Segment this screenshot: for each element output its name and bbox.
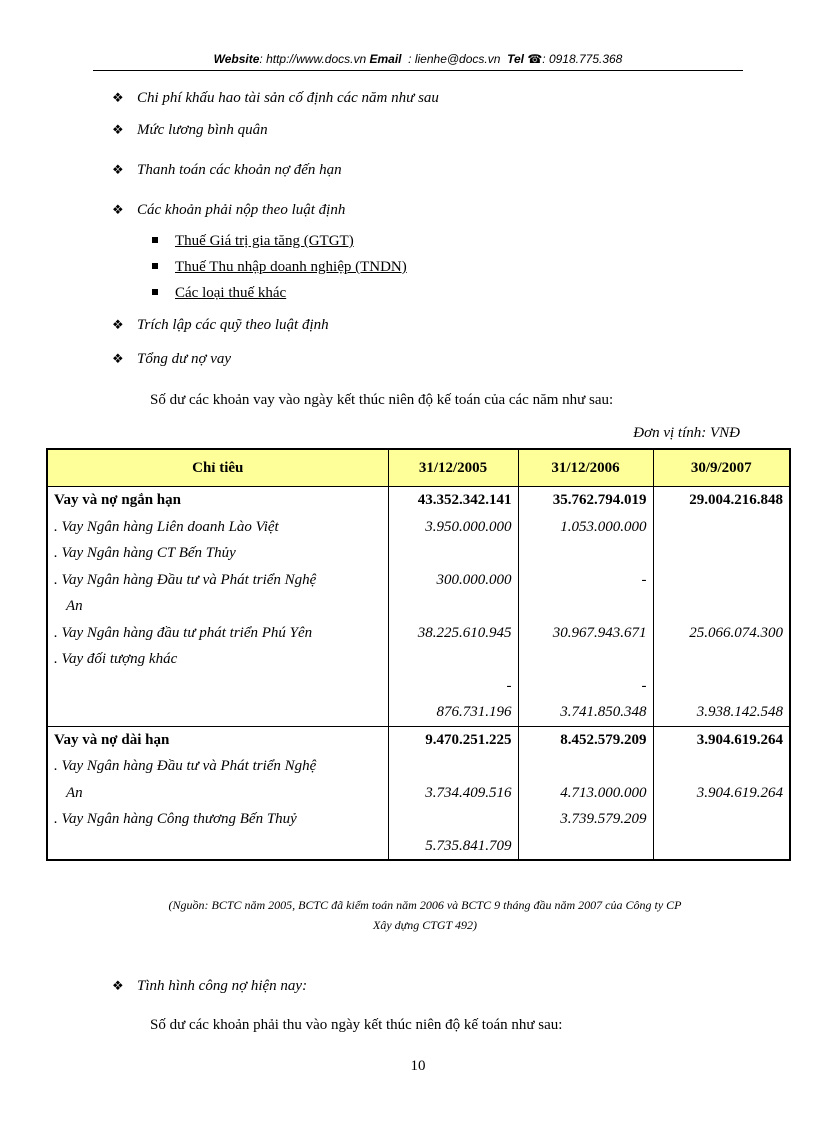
blank-line <box>660 833 784 860</box>
diamond-bullet-icon: ❖ <box>112 202 124 217</box>
short-term-labels <box>48 487 388 727</box>
page-number: 10 <box>410 1058 426 1074</box>
loan-label-bidv-nghe-an-cont: An <box>66 598 83 614</box>
diamond-bullet-icon: ❖ <box>112 162 124 177</box>
value-cell: 3.734.409.516 <box>425 784 512 801</box>
col-header-item: Chỉ tiêu <box>48 450 388 487</box>
value-cell: 29.004.216.848 <box>689 492 783 508</box>
tax-item-label: Thuế Giá trị gia tăng (GTGT) <box>175 233 354 249</box>
value-cell: 3.904.619.264 <box>696 731 783 748</box>
loan-label-vietinbank-ben-thuy: . Vay Ngân hàng Công thương Bến Thuỷ <box>54 811 297 827</box>
square-bullet-icon <box>152 263 158 269</box>
header-divider <box>93 70 743 71</box>
col-header-2005: 31/12/2005 <box>388 450 518 487</box>
blank-line <box>525 833 647 860</box>
long-term-2006 <box>518 726 653 859</box>
value-cell: 876.731.196 <box>436 704 512 720</box>
diamond-bullet-icon: ❖ <box>112 978 124 993</box>
value-cell: 30.967.943.671 <box>552 624 647 641</box>
blank-line <box>525 593 647 620</box>
short-term-loan-group <box>48 487 789 727</box>
section-text: Chi phí khấu hao tài sản cố định các năm như sau <box>137 90 439 106</box>
diamond-bullet-icon: ❖ <box>112 122 124 137</box>
long-term-labels <box>48 726 388 859</box>
blank-line <box>660 806 784 833</box>
currency-unit: Đơn vị tính: VNĐ <box>633 425 740 441</box>
tax-item-cit <box>152 258 407 276</box>
blank-line <box>660 514 784 541</box>
blank-line <box>660 567 784 594</box>
loan-label-bidv-phu-yen: . Vay Ngân hàng đầu tư phát triển Phú Yên <box>54 624 313 641</box>
blank-line <box>395 646 512 673</box>
blank-line <box>660 673 784 700</box>
blank-line <box>395 806 512 833</box>
value-cell: 43.352.342.141 <box>417 492 512 508</box>
loan-table <box>46 448 791 861</box>
blank-line <box>660 540 784 567</box>
section-text: Tổng dư nợ vay <box>137 351 232 367</box>
website-label: Website <box>213 52 260 66</box>
blank-line <box>54 673 382 700</box>
long-term-2007 <box>653 726 789 859</box>
value-cell: 8.452.579.209 <box>560 731 647 748</box>
page-header <box>93 50 743 68</box>
value-cell: 3.950.000.000 <box>425 518 512 535</box>
short-term-total-label: Vay và nợ ngắn hạn <box>54 492 181 508</box>
value-cell: 1.053.000.000 <box>560 518 647 535</box>
loan-label-other: . Vay đối tượng khác <box>54 651 178 667</box>
source-line-1: (Nguồn: BCTC năm 2005, BCTC đã kiểm toán năm 2006 và BCTC 9 tháng đầu năm 2007 của Công ty CP <box>168 898 682 912</box>
blank-line <box>660 593 784 620</box>
tax-item-label: Thuế Thu nhập doanh nghiệp (TNDN) <box>175 259 407 275</box>
value-cell: 3.904.619.264 <box>696 784 783 801</box>
value-cell: - <box>506 677 512 694</box>
value-cell: 3.739.579.209 <box>560 811 647 827</box>
loan-label-ct-ben-thuy: . Vay Ngân hàng CT Bến Thủy <box>54 545 236 561</box>
loan-label-bidv-nghe-an-long-cont: An <box>66 784 83 801</box>
source-line-2: Xây dựng CTGT 492) <box>373 918 477 932</box>
section-salary <box>112 120 268 140</box>
diamond-bullet-icon: ❖ <box>112 351 124 366</box>
phone-icon: ☎ <box>527 52 543 66</box>
blank-line <box>660 646 784 673</box>
section-statutory-payables <box>112 200 345 220</box>
value-cell: 300.000.000 <box>436 571 512 588</box>
short-term-2005 <box>388 487 518 727</box>
blank-line <box>395 593 512 620</box>
section-funds <box>112 315 329 335</box>
section-current-debts <box>112 976 307 996</box>
section-text: Trích lập các quỹ theo luật định <box>137 317 329 333</box>
blank-line <box>395 540 512 567</box>
source-note <box>60 895 790 935</box>
col-header-2007: 30/9/2007 <box>653 450 789 487</box>
blank-line <box>395 753 512 780</box>
website-value: : http://www.docs.vn <box>259 52 367 66</box>
blank-line <box>660 753 784 780</box>
value-cell: 3.938.142.548 <box>696 704 783 720</box>
section-depreciation <box>112 88 439 108</box>
section-debt-payment <box>112 160 342 180</box>
table-header-row <box>48 450 789 487</box>
section-total-loans <box>112 349 231 369</box>
value-cell: 9.470.251.225 <box>425 731 512 748</box>
loan-intro-text: Số dư các khoản vay vào ngày kết thúc niên độ kế toán của các năm như sau: <box>150 392 614 408</box>
value-cell: 3.741.850.348 <box>560 704 647 720</box>
col-header-2006: 31/12/2006 <box>518 450 653 487</box>
blank-line <box>525 540 647 567</box>
long-term-loan-group <box>48 726 789 859</box>
value-cell: 25.066.074.300 <box>689 624 783 641</box>
short-term-2006 <box>518 487 653 727</box>
section-text: Các khoản phải nộp theo luật định <box>137 202 346 218</box>
diamond-bullet-icon: ❖ <box>112 317 124 332</box>
long-term-2005 <box>388 726 518 859</box>
value-cell: 35.762.794.019 <box>552 492 647 508</box>
blank-line <box>54 699 382 726</box>
tax-item-vat <box>152 232 354 250</box>
value-cell: - <box>641 571 647 588</box>
tel-value: : 0918.775.368 <box>542 52 623 66</box>
tel-label: Tel <box>507 52 524 66</box>
short-term-2007 <box>653 487 789 727</box>
diamond-bullet-icon: ❖ <box>112 90 124 105</box>
loan-label-bidv-nghe-an-long: . Vay Ngân hàng Đầu tư và Phát triển Nghệ <box>54 758 317 774</box>
section-text: Tình hình công nợ hiện nay: <box>137 978 308 994</box>
value-cell: 38.225.610.945 <box>417 624 512 641</box>
email-label: Email <box>369 52 402 66</box>
loan-label-bidv-nghe-an: . Vay Ngân hàng Đầu tư và Phát triển Nghệ <box>54 571 317 588</box>
tax-item-other <box>152 284 286 302</box>
blank-line <box>525 753 647 780</box>
value-cell: 5.735.841.709 <box>425 837 512 854</box>
long-term-total-label: Vay và nợ dài hạn <box>54 731 170 748</box>
tax-item-label: Các loại thuế khác <box>175 285 287 301</box>
loan-label-lao-viet: . Vay Ngân hàng Liên doanh Lào Việt <box>54 518 279 535</box>
blank-line <box>525 646 647 673</box>
square-bullet-icon <box>152 289 158 295</box>
value-cell: - <box>641 677 647 694</box>
section-text: Thanh toán các khoản nợ đến hạn <box>137 162 342 178</box>
receivable-intro-text: Số dư các khoản phải thu vào ngày kết thúc niên độ kế toán như sau: <box>150 1017 563 1033</box>
email-value: : lienhe@docs.vn <box>408 52 501 66</box>
blank-line <box>54 833 382 860</box>
section-text: Mức lương bình quân <box>137 122 268 138</box>
square-bullet-icon <box>152 237 158 243</box>
value-cell: 4.713.000.000 <box>560 784 647 801</box>
